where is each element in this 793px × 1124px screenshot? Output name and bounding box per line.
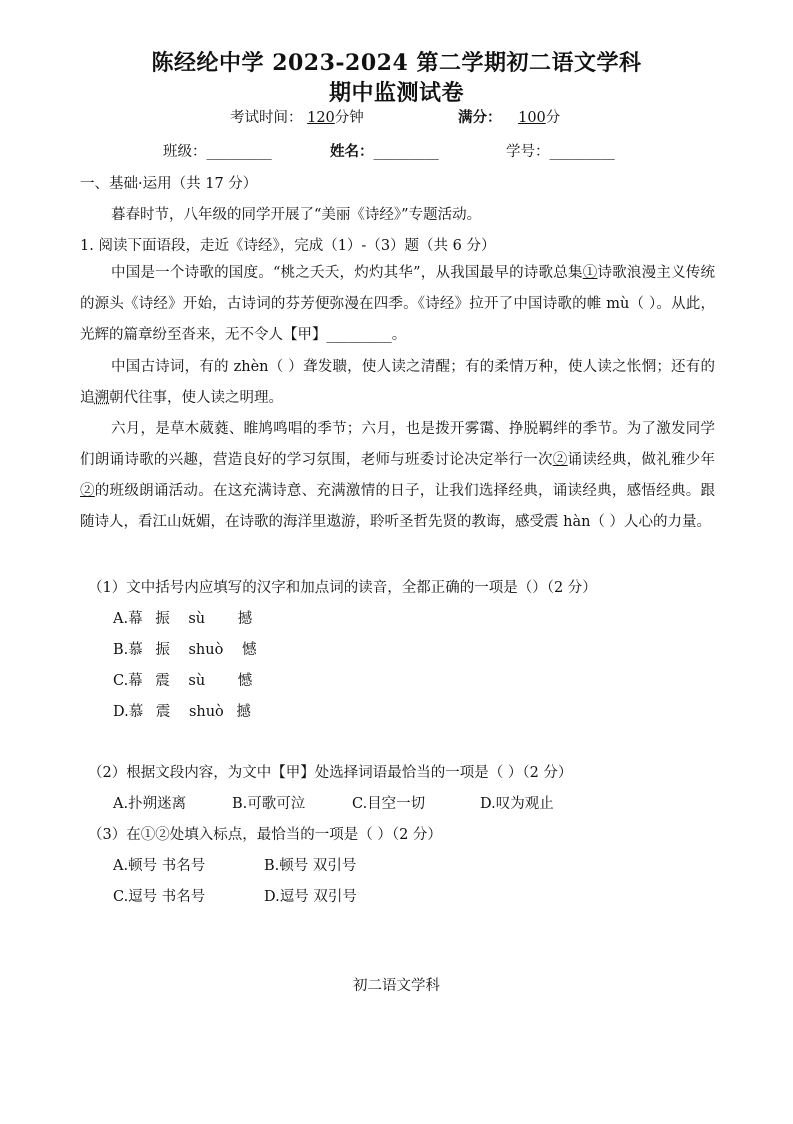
exam-time-row <box>230 106 364 127</box>
time-unit: 分钟 <box>334 110 364 126</box>
name-field <box>330 140 439 161</box>
blank-marker-2: ② <box>552 452 568 468</box>
name-label: 姓名： <box>330 143 374 160</box>
exam-title-line2: 期中监测试卷 <box>328 80 464 106</box>
p3-text-a: 六月，是草木葳蕤、睢鸠鸣唱的季节；六月，也是拨开雾霭、挣脱羁绊的季节。为了激发同学们朗诵诗歌的兴趣，营造良好的学习氛围，老师与班委讨论决定举行一次 <box>80 421 715 468</box>
p3-text-c: 的班级朗诵活动。在这充满诗意、充满激情的日子，让我们选择经典，诵读经典，感悟经典。跟随诗人，看江山妩媚，在诗歌的海洋里遨游，聆听圣哲先贤的教诲，感受震 hàn（ ）人心的力量。 <box>80 483 716 530</box>
opt-pinyin: sù <box>188 673 206 689</box>
exam-title-line1: 陈经纶中学 2023-2024 第二学期初二语文学科 <box>151 50 642 76</box>
opt-pinyin: shuò <box>188 642 224 658</box>
opt-char: 憾 <box>237 673 253 689</box>
option-3b: B.顿号 双引号 <box>264 858 357 874</box>
time-label: 考试时间： <box>230 110 303 126</box>
section-heading: 一、基础·运用（共 17 分） <box>80 176 258 192</box>
opt-char: 撼 <box>237 611 253 627</box>
score-label: 满分： <box>458 109 502 126</box>
student-id-field: 学号：_________ <box>506 144 615 160</box>
time-value: 120 <box>307 110 335 126</box>
sub-question-3: （3）在①②处填入标点，最恰当的一项是（ ）（2 分） <box>88 827 442 843</box>
option-1c <box>113 669 252 690</box>
opt-char: A.幕 <box>113 611 143 627</box>
option-3a: A.顿号 书名号 <box>113 858 206 874</box>
opt-char: 振 <box>155 611 170 627</box>
score-value: 100 <box>518 110 546 126</box>
p1-text-b: 诗歌浪漫主义传统的源头《诗经》开始，古诗词的芬芳便弥漫在四季。《诗经》拉开了中国诗歌的帷 mù（ ）。从此，光辉的篇章纷至沓来，无不令人【甲】_________。 <box>80 265 716 343</box>
opt-char: D.慕 <box>113 704 144 720</box>
opt-char: 憾 <box>241 642 257 658</box>
opt-char: B.慕 <box>113 642 143 658</box>
score-unit: 分 <box>545 110 561 126</box>
option-1b <box>113 638 256 659</box>
option-3c: C.逗号 书名号 <box>113 889 206 905</box>
option-2b: B.可歌可泣 <box>232 796 306 812</box>
blank-marker-2b: ② <box>80 483 95 499</box>
passage-paragraph-1 <box>80 258 715 351</box>
sub-question-2: （2）根据文段内容，为文中【甲】处选择词语最恰当的一项是（ ）（2 分） <box>88 765 573 781</box>
name-blank: _________ <box>373 144 439 160</box>
p3-text-b: 诵读经典，做礼雅少年 <box>567 452 716 468</box>
p2-text: 中国古诗词，有的 zhèn（ ）聋发聩，使人读之清醒；有的柔情万种，使人读之怅惘；还有的追 <box>80 359 715 406</box>
question-1-heading: 1. 阅读下面语段，走近《诗经》，完成（1）-（3）题（共 6 分） <box>80 238 496 254</box>
p1-text-a: 中国是一个诗歌的国度。“桃之夭夭，灼灼其华”，从我国最早的诗歌总集 <box>111 265 583 281</box>
p2-text-end: 朝代往事，使人读之明理。 <box>109 390 283 406</box>
section-intro: 暮春时节，八年级的同学开展了“美丽《诗经》”专题活动。 <box>111 207 482 223</box>
passage-paragraph-3 <box>80 414 715 538</box>
opt-char: 撼 <box>236 704 251 720</box>
opt-char: 震 <box>155 704 171 720</box>
blank-marker-1: ① <box>582 265 598 281</box>
option-2a: A.扑朔迷离 <box>113 796 187 812</box>
option-2d: D.叹为观止 <box>480 796 554 812</box>
passage-paragraph-2 <box>80 352 715 414</box>
option-3d: D.逗号 双引号 <box>264 889 357 905</box>
opt-pinyin: sù <box>188 611 206 627</box>
option-1a <box>113 607 252 628</box>
exam-score-row <box>458 106 560 127</box>
option-2c: C.目空一切 <box>352 796 426 812</box>
opt-char: 振 <box>155 642 170 658</box>
option-1d <box>113 700 251 721</box>
opt-char: 震 <box>155 673 170 689</box>
page-footer: 初二语文学科 <box>353 978 440 994</box>
dotted-word: 溯 <box>94 390 109 406</box>
class-field: 班级：_________ <box>163 144 272 160</box>
sub-question-1: （1）文中括号内应填写的汉字和加点词的读音，全都正确的一项是（）（2 分） <box>88 580 597 596</box>
opt-char: C.幕 <box>113 673 143 689</box>
opt-pinyin: shuò <box>188 704 224 720</box>
